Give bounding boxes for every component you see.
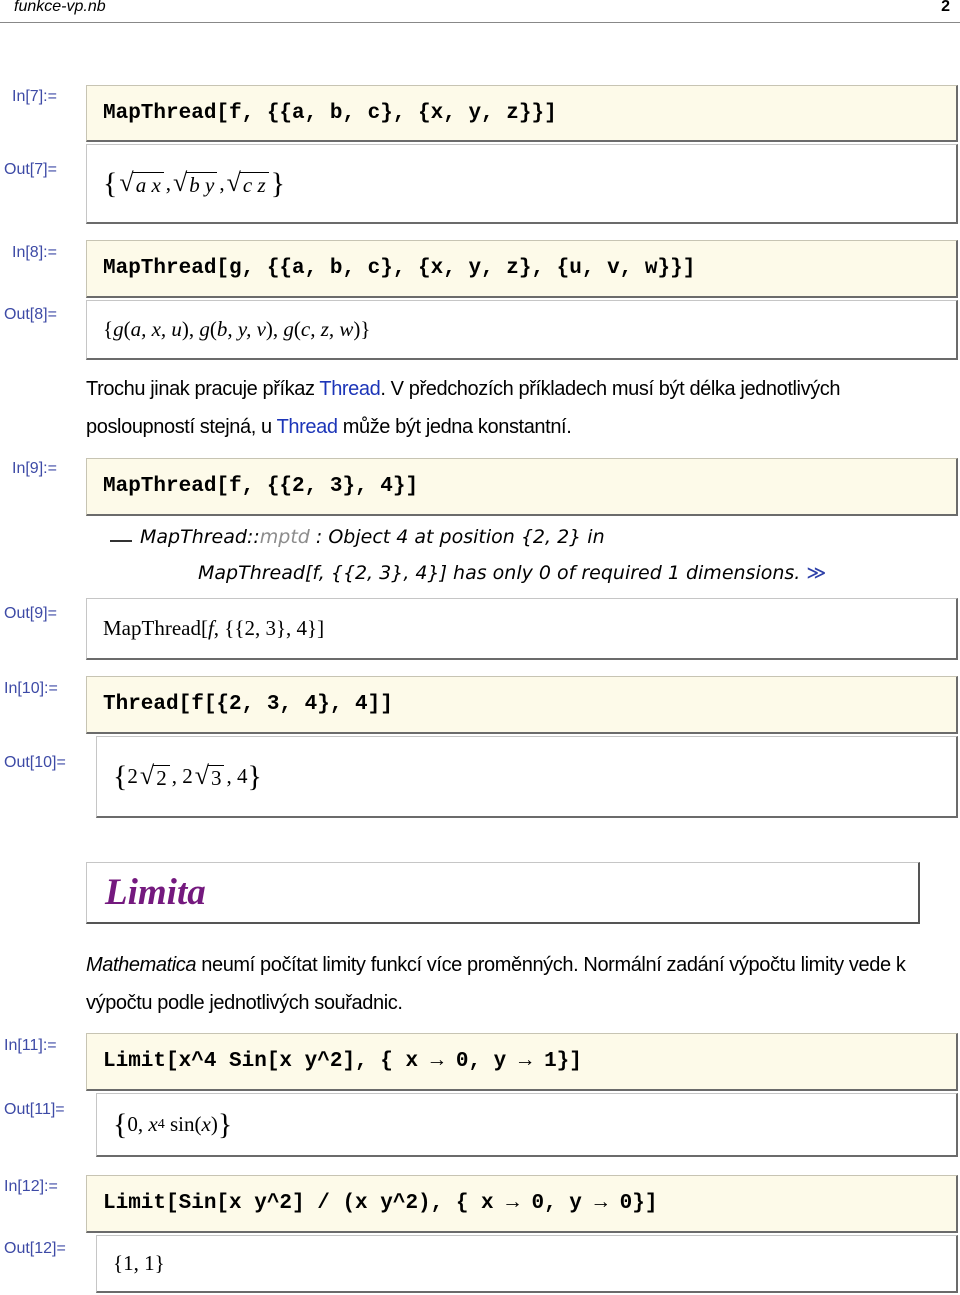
out11-label: Out[11]=: [4, 1101, 65, 1118]
in8-code: MapThread[g, {{a, b, c}, {x, y, z}, {u, v, w}}]: [103, 257, 696, 280]
in9-label: In[9]:=: [12, 460, 57, 477]
in10-label: In[10]:=: [4, 680, 58, 697]
out10-open: {: [113, 759, 128, 793]
in12-label: In[12]:=: [4, 1178, 58, 1195]
out11-open: {: [113, 1107, 128, 1141]
in7-label: In[7]:=: [12, 88, 57, 105]
out10-c2: 2: [182, 764, 193, 788]
out8-p1: a, x, u: [130, 317, 182, 341]
out10-output-cell: { 2 √ 2 , 2 √ 3 , 4 }: [96, 736, 958, 818]
msg-tag: mptd: [259, 526, 310, 548]
out7-close-brace: }: [270, 166, 286, 200]
out11-cp: ): [210, 1112, 218, 1136]
out11-sin: sin(: [169, 1112, 202, 1136]
text2-rest: neumí počítat limity funkcí více proměnných. Normální zadání výpočtu limity vede k výpočtu podle jednotlivých souřadnic.: [86, 954, 906, 1014]
msg-rest: : Object 4 at position {2, 2} in: [309, 526, 605, 548]
message-line-2: [198, 562, 826, 584]
message-dash: [110, 540, 132, 542]
out11-exp: 4: [157, 1116, 165, 1132]
out8-p3: c, z, w: [300, 317, 354, 341]
sqrt-2: √ 2: [140, 763, 170, 791]
out12-label: Out[12]=: [4, 1240, 66, 1257]
msg-name: MapThread::: [140, 526, 260, 548]
out10-label: Out[10]=: [4, 754, 66, 771]
in12-input-cell[interactable]: [86, 1175, 958, 1233]
section-title-limita[interactable]: [86, 862, 920, 924]
out9-a: MapThread[: [103, 616, 208, 640]
out8-open: {: [103, 317, 114, 341]
in10-input-cell[interactable]: [86, 676, 958, 734]
out8-close: }: [360, 317, 371, 341]
msg-line2: MapThread[f, {{2, 3}, 4}] has only 0 of required 1 dimensions.: [198, 562, 801, 584]
out7-output-cell: [86, 144, 958, 224]
out9-f: f: [207, 616, 214, 640]
in9-input-cell[interactable]: [86, 458, 958, 516]
text2-mathematica: Mathematica: [86, 954, 197, 976]
in7-input-cell[interactable]: [86, 85, 958, 142]
out7-r3: c z: [242, 172, 266, 197]
in11-code: Limit[x^4 Sin[x y^2], { x → 0, y → 1}]: [103, 1050, 582, 1073]
in9-code: MapThread[f, {{2, 3}, 4}]: [103, 475, 419, 498]
out11-x: x: [148, 1112, 158, 1136]
out7-sep1: ,: [165, 171, 172, 195]
more-info-icon[interactable]: ≫: [806, 562, 827, 584]
text1-mid: . V předchozích příkladech musí být délka jednotlivých posloupností stejná, u: [86, 378, 841, 438]
sqrt-ax: √ a x: [119, 170, 163, 198]
in11-label: In[11]:=: [4, 1037, 57, 1054]
text1-post: může být jedna konstantní.: [337, 416, 572, 438]
in7-code: MapThread[f, {{a, b, c}, {x, y, z}}]: [103, 101, 557, 125]
in11-input-cell[interactable]: [86, 1033, 958, 1091]
out9-output-cell: [86, 598, 958, 660]
out7-r1: a x: [135, 172, 161, 197]
thread-link-1[interactable]: Thread: [319, 378, 381, 400]
header-rule: [0, 22, 960, 23]
out8-g2: g: [199, 317, 210, 341]
sqrt-cz: √ c z: [227, 170, 269, 198]
explanation-limit: [86, 946, 946, 1022]
in10-code: Thread[f[{2, 3, 4}, 4]]: [103, 693, 393, 716]
out7-open-brace: {: [103, 166, 118, 200]
sqrt-by: √ b y: [173, 170, 217, 198]
out12-output-cell: [96, 1235, 958, 1293]
out10-close: }: [247, 759, 262, 793]
section-title: Limita: [105, 872, 206, 913]
in12-code: Limit[Sin[x y^2] / (x y^2), { x → 0, y → 0}]: [103, 1192, 658, 1215]
out9-label: Out[9]=: [4, 605, 57, 622]
out8-g1: g: [113, 317, 124, 341]
message-line-1: [140, 526, 605, 548]
out8-g3: g: [283, 317, 294, 341]
out10-c1: 2: [127, 764, 138, 788]
out7-sep2: ,: [219, 171, 225, 195]
text1-pre: Trochu jinak pracuje příkaz: [86, 378, 320, 400]
page-number: 2: [941, 0, 950, 15]
sqrt-3: √ 3: [195, 763, 225, 791]
in8-label: In[8]:=: [12, 244, 57, 261]
out10-last: 4: [236, 764, 248, 788]
explanation-thread: [86, 370, 946, 446]
out8-label: Out[8]=: [4, 306, 57, 323]
out7-r2: b y: [189, 172, 215, 197]
notebook-filename: funkce-vp.nb: [14, 0, 106, 15]
in8-input-cell[interactable]: [86, 240, 958, 298]
thread-link-2[interactable]: Thread: [276, 416, 338, 438]
out10-r1: 2: [153, 765, 170, 791]
out8-p2: b, y, v: [216, 317, 266, 341]
out12-value: {1, 1}: [113, 1251, 165, 1275]
out8-output-cell: { g ( a, x, u ), g ( b, y, v ), g ( c, z, w ) }: [86, 300, 958, 360]
out9-b: , {{2, 3}, 4}]: [213, 616, 325, 640]
out11-close: }: [217, 1107, 233, 1141]
out11-arg: x: [201, 1112, 211, 1136]
out11-zero: 0,: [127, 1112, 144, 1136]
out11-output-cell: [96, 1093, 958, 1157]
out7-label: Out[7]=: [4, 161, 57, 178]
out10-r2: 3: [208, 765, 225, 791]
